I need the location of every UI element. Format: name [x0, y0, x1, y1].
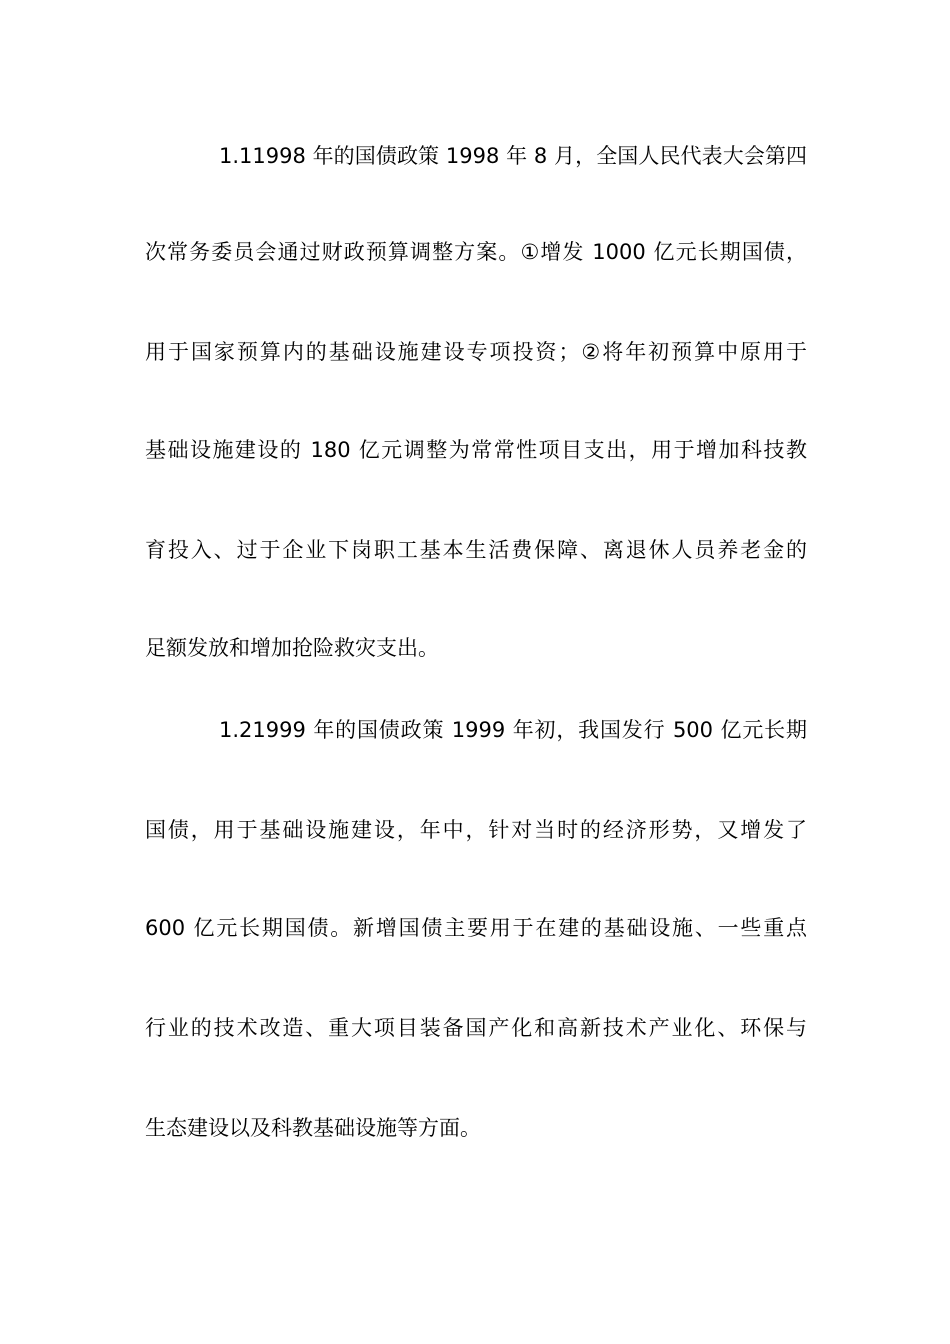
paragraph-line: 1.11998 年的国债政策 1998 年 8 月，全国人民代表大会第四	[219, 144, 807, 168]
paragraph-line: 生态建设以及科教基础设施等方面。	[145, 1116, 481, 1140]
paragraph-line: 次常务委员会通过财政预算调整方案。①增发 1000 亿元长期国债，	[145, 240, 807, 264]
paragraph-line: 行业的技术改造、重大项目装备国产化和高新技术产业化、环保与	[145, 1016, 807, 1040]
paragraph-line: 600 亿元长期国债。新增国债主要用于在建的基础设施、一些重点	[145, 916, 807, 940]
paragraph-line: 1.21999 年的国债政策 1999 年初，我国发行 500 亿元长期	[219, 718, 807, 742]
paragraph-line: 育投入、过于企业下岗职工基本生活费保障、离退休人员养老金的	[145, 538, 807, 562]
paragraph-line: 用于国家预算内的基础设施建设专项投资；②将年初预算中原用于	[145, 340, 807, 364]
paragraph-line: 基础设施建设的 180 亿元调整为常常性项目支出，用于增加科技教	[145, 438, 807, 462]
paragraph-line: 国债，用于基础设施建设，年中，针对当时的经济形势，又增发了	[145, 818, 807, 842]
paragraph-line: 足额发放和增加抢险救灾支出。	[145, 636, 439, 660]
